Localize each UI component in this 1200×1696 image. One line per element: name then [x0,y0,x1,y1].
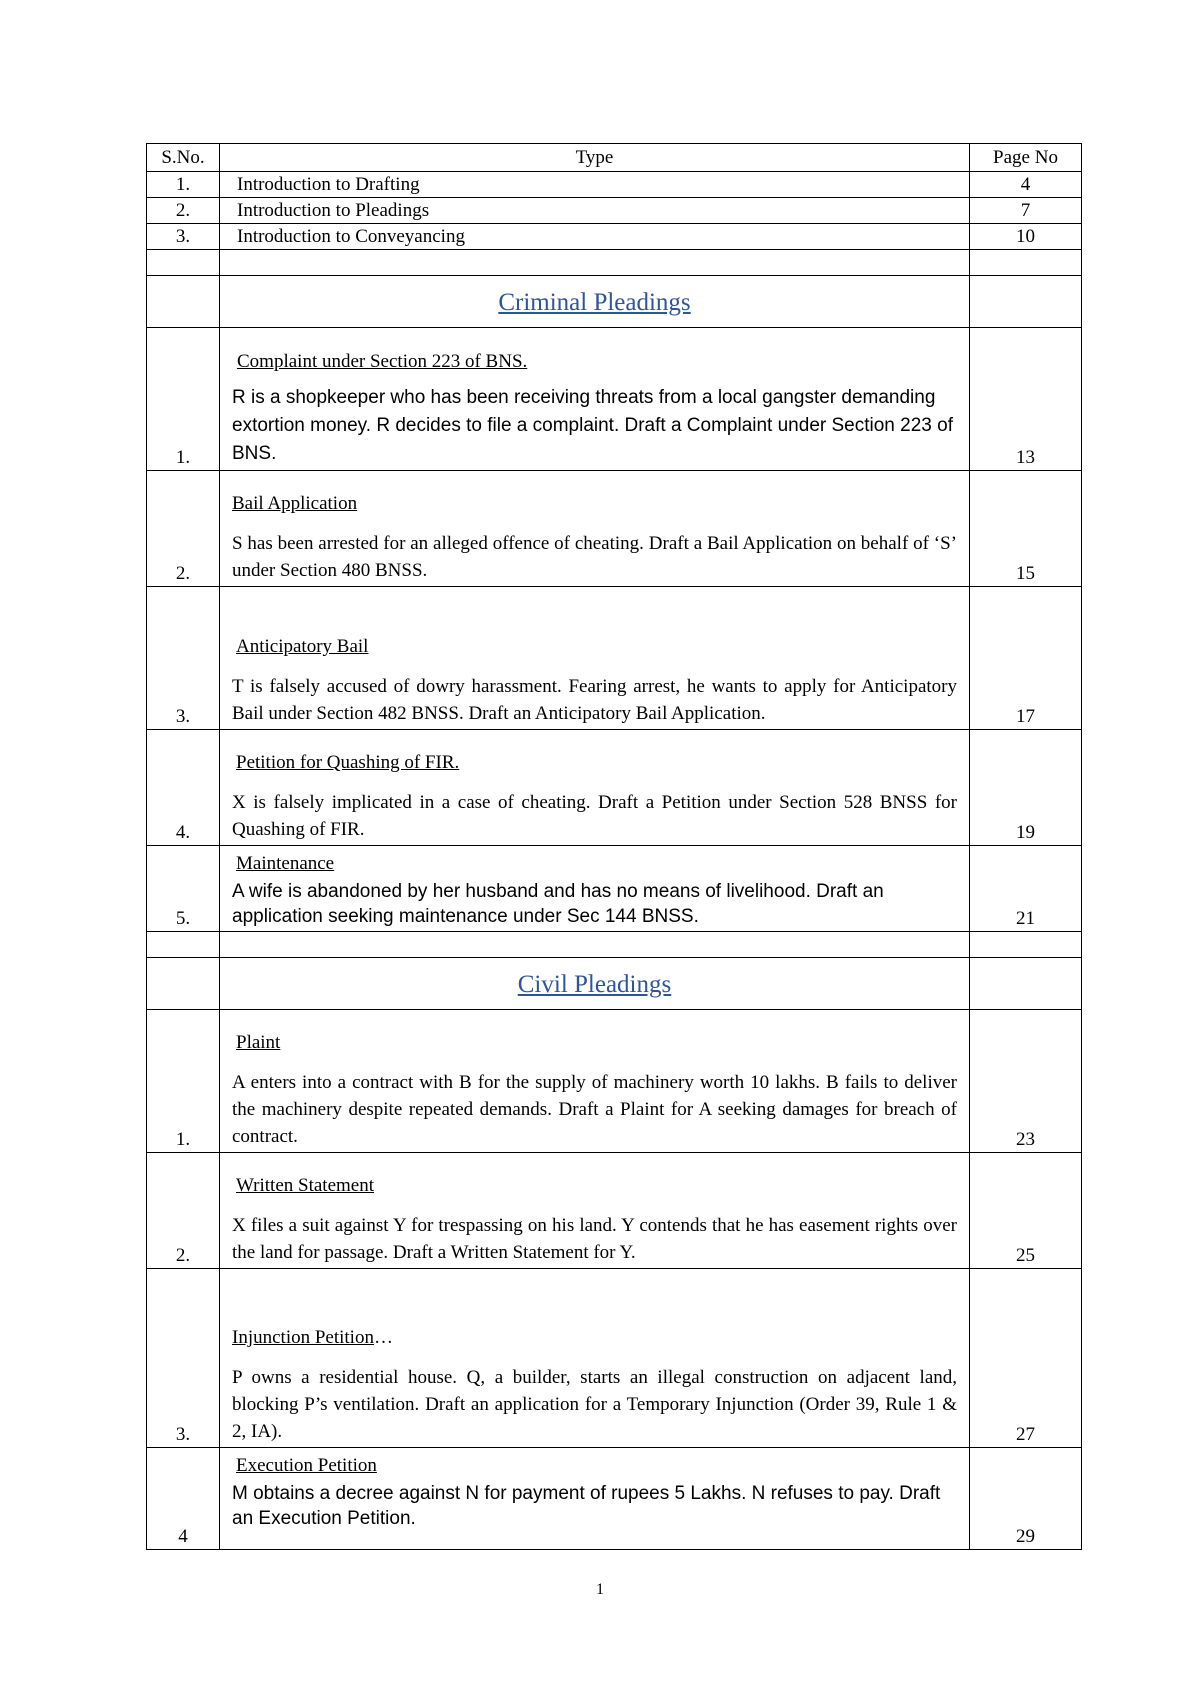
table-row [147,328,1082,471]
row-page: 25 [970,1153,1082,1269]
row-sno: 1. [147,1010,220,1153]
row-sno: 5. [147,846,220,932]
row-page: 15 [970,471,1082,587]
entry-title: Complaint under Section 223 of BNS. [237,351,528,372]
entry-title: Bail Application [232,493,358,514]
entry-description: X is falsely implicated in a case of cheating. Draft a Petition under Section 528 BNSS for Quashing of FIR. [232,792,957,840]
entry-title: Execution Petition [236,1455,377,1476]
table-row [147,730,1082,846]
table-row [147,471,1082,587]
row-type: Introduction to Drafting [220,172,970,198]
row-sno: 3. [147,587,220,730]
table-row [147,1010,1082,1153]
row-page: 19 [970,730,1082,846]
table-header-row [147,144,1082,172]
row-page: 10 [970,224,1082,250]
table-row [147,846,1082,932]
header-page-no: Page No [970,144,1082,172]
page-number: 1 [596,1581,604,1598]
row-page: 21 [970,846,1082,932]
table-row [147,224,1082,250]
row-sno: 3. [147,224,220,250]
contents-table [146,143,1082,1550]
blank-row [147,250,1082,276]
row-page: 4 [970,172,1082,198]
entry-description: S has been arrested for an alleged offence of cheating. Draft a Bail Application on behalf of ‘S’ under Section 480 BNSS. [232,533,957,581]
row-sno: 1. [147,328,220,471]
civil-pleadings-heading: Civil Pleadings [517,970,672,998]
entry-description: R is a shopkeeper who has been receiving threats from a local gangster demanding extortion money. R decides to file a complaint. Draft a Complaint under Section 223 of BNS. [232,387,953,464]
entry-title-text: Injunction Petition [232,1327,374,1348]
entry-title: Maintenance [236,853,335,874]
entry-title: Written Statement [236,1175,375,1196]
row-page: 27 [970,1269,1082,1448]
criminal-pleadings-heading: Criminal Pleadings [498,288,691,316]
row-sno: 1. [147,172,220,198]
row-page: 17 [970,587,1082,730]
entry-title: Plaint [236,1032,281,1053]
entry-description: T is falsely accused of dowry harassment. Fearing arrest, he wants to apply for Anticipatory Bail under Section 482 BNSS. Draft an Anticipatory Bail Application. [232,676,957,724]
table-row [147,172,1082,198]
section-heading-row [147,958,1082,1010]
entry-title: Anticipatory Bail [236,636,369,657]
section-heading-row [147,276,1082,328]
entry-title-suffix: … [373,1327,393,1348]
entry-description: A wife is abandoned by her husband and has no means of livelihood. Draft an application seeking maintenance under Sec 144 BNSS. [232,881,884,927]
table-row [147,587,1082,730]
entry-description: A enters into a contract with B for the supply of machinery worth 10 lakhs. B fails to deliver the machinery despite repeated demands. Draft a Plaint for A seeking damages for breach of contract. [232,1072,957,1147]
table-row [147,198,1082,224]
table-row [147,1269,1082,1448]
row-sno: 4 [147,1448,220,1550]
header-type: Type [220,144,970,172]
blank-row [147,932,1082,958]
entry-description: X files a suit against Y for trespassing on his land. Y contends that he has easement rights over the land for passage. Draft a Written Statement for Y. [232,1215,957,1263]
header-sno: S.No. [147,144,220,172]
row-sno: 2. [147,471,220,587]
row-page: 13 [970,328,1082,471]
row-sno: 2. [147,1153,220,1269]
row-type: Introduction to Conveyancing [220,224,970,250]
row-page: 7 [970,198,1082,224]
entry-title [232,1324,957,1351]
entry-title: Petition for Quashing of FIR. [236,752,460,773]
table-row [147,1153,1082,1269]
row-type: Introduction to Pleadings [220,198,970,224]
entry-description: P owns a residential house. Q, a builder, starts an illegal construction on adjacent land, blocking P’s ventilation. Draft an application for a Temporary Injunction (Order 39, Rule 1 & 2, IA). [232,1367,957,1442]
row-page: 29 [970,1448,1082,1550]
row-sno: 4. [147,730,220,846]
row-sno: 3. [147,1269,220,1448]
row-page: 23 [970,1010,1082,1153]
row-sno: 2. [147,198,220,224]
entry-description: M obtains a decree against N for payment of rupees 5 Lakhs. N refuses to pay. Draft an Execution Petition. [232,1483,941,1529]
table-row [147,1448,1082,1550]
